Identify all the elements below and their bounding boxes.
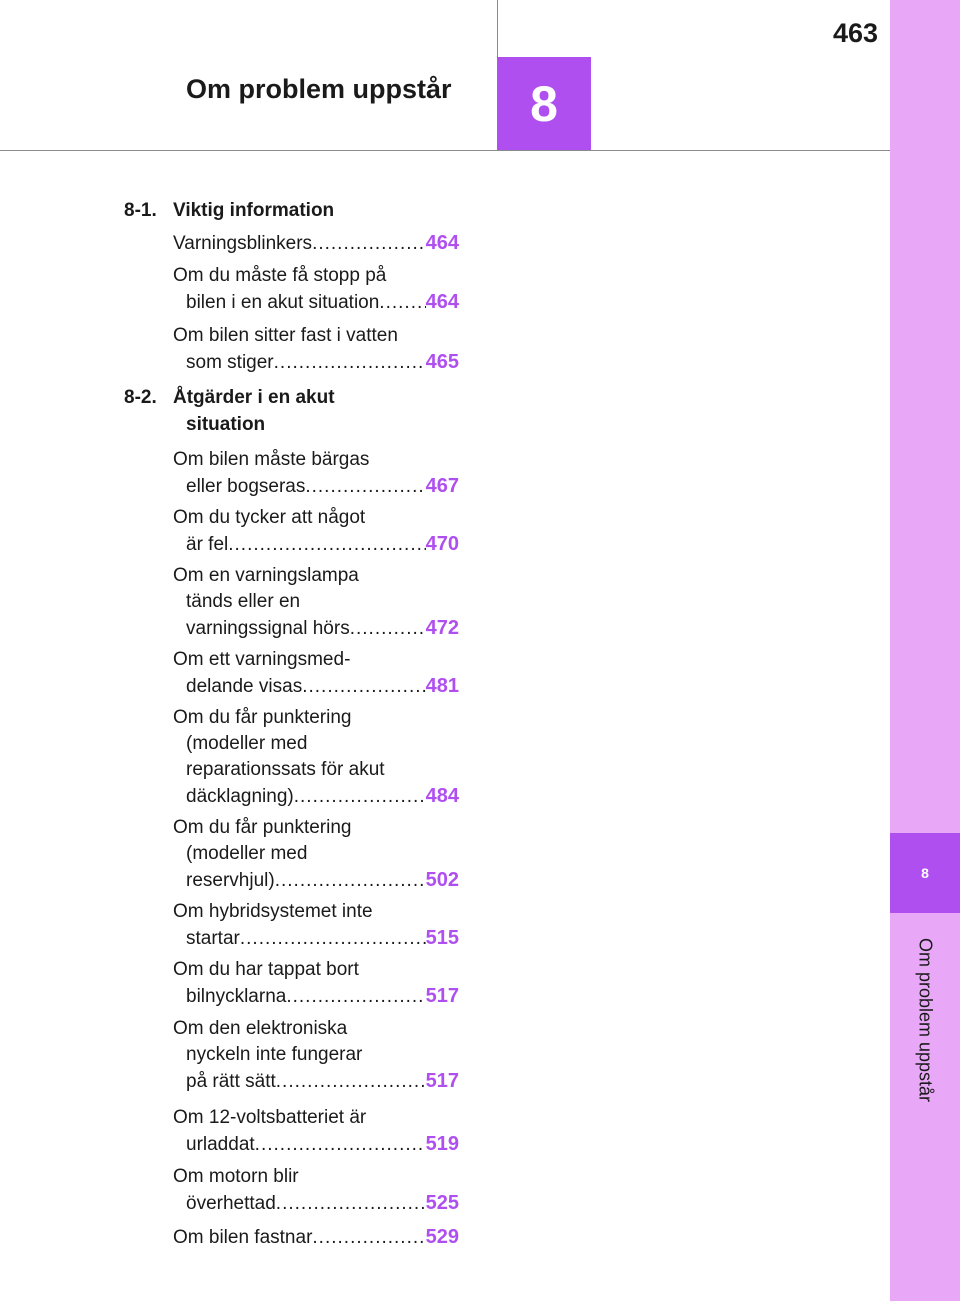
toc-leader-dots xyxy=(275,868,426,893)
toc-entry[interactable] xyxy=(173,263,459,315)
toc-entry-text: som stiger xyxy=(186,352,274,373)
toc-entry[interactable] xyxy=(173,899,459,951)
toc-entry[interactable] xyxy=(173,647,459,699)
toc-leader-dots xyxy=(228,532,425,557)
toc-entry-text: överhettad xyxy=(186,1193,276,1214)
toc-entry-text: Om bilen sitter fast i vatten xyxy=(173,325,398,346)
toc-entry[interactable] xyxy=(173,1105,459,1157)
toc-entry-text: tänds eller en xyxy=(186,591,301,612)
toc-entry[interactable] xyxy=(173,323,459,375)
toc-page-link[interactable]: 517 xyxy=(425,1070,459,1092)
toc-entry-text: nyckeln inte fungerar xyxy=(186,1044,363,1065)
chapter-title: Om problem uppstår xyxy=(186,74,452,104)
toc-leader-dots xyxy=(305,474,425,499)
toc-entry-text: Om du får punktering xyxy=(173,707,352,728)
toc-entry-text: Om bilen måste bärgas xyxy=(173,449,370,470)
side-tab-number-text: 8 xyxy=(921,865,929,881)
toc-leader-dots xyxy=(350,616,426,641)
side-tab xyxy=(890,0,960,1301)
toc-page-link[interactable]: 517 xyxy=(425,985,459,1007)
toc-entry-text: Om 12-voltsbatteriet är xyxy=(173,1107,367,1128)
toc-page-link[interactable]: 472 xyxy=(425,617,459,639)
toc-entry-text: Om motorn blir xyxy=(173,1166,299,1187)
section-title: Viktig information xyxy=(173,200,335,221)
toc-entry[interactable] xyxy=(173,230,459,256)
toc-entry-text: Om du får punktering xyxy=(173,817,352,838)
toc-entry-text: Om den elektroniska xyxy=(173,1018,348,1039)
toc-page-link[interactable]: 525 xyxy=(425,1192,459,1214)
toc-entry[interactable] xyxy=(173,957,459,1009)
toc-page-link[interactable]: 519 xyxy=(425,1133,459,1155)
toc-entry-text: Om ett varningsmed- xyxy=(173,649,351,670)
toc-entry[interactable] xyxy=(173,705,459,809)
chapter-number: 8 xyxy=(530,76,558,132)
toc-entry[interactable] xyxy=(173,505,459,557)
toc-page-link[interactable]: 481 xyxy=(425,675,459,697)
chapter-number-box xyxy=(497,57,591,151)
toc-entry-text: reservhjul) xyxy=(186,870,275,891)
toc-entry-text: bilen i en akut situation xyxy=(186,292,380,313)
toc-entry-text: är fel xyxy=(186,534,229,555)
toc-leader-dots xyxy=(286,984,425,1009)
toc-entry-text: urladdat xyxy=(186,1134,255,1155)
toc-entry-text: Om du måste få stopp på xyxy=(173,265,387,286)
section-title: situation xyxy=(186,414,266,435)
toc-page-link[interactable]: 515 xyxy=(425,927,459,949)
header-rule xyxy=(0,150,890,151)
toc-entry-text: varningssignal hörs xyxy=(186,618,350,639)
toc-entry-text: Om bilen fastnar xyxy=(173,1227,313,1248)
toc-entry-text: bilnycklarna xyxy=(186,986,287,1007)
toc-entry-text: startar xyxy=(186,928,240,949)
toc-entry-text: (modeller med xyxy=(186,733,308,754)
toc-page-link[interactable]: 464 xyxy=(425,291,459,313)
toc-page-link[interactable]: 470 xyxy=(425,533,459,555)
toc-page-link[interactable]: 484 xyxy=(425,785,459,807)
toc-entry-text: Varningsblinkers xyxy=(173,233,313,254)
section-number: 8-1. xyxy=(124,200,157,221)
toc-entry[interactable] xyxy=(173,563,459,641)
toc-page-link[interactable]: 464 xyxy=(425,232,459,254)
toc-entry[interactable] xyxy=(173,447,459,499)
toc-page-link[interactable]: 467 xyxy=(425,475,459,497)
toc-entry-text: eller bogseras xyxy=(186,476,306,497)
toc-entry-text: på rätt sätt xyxy=(186,1071,276,1092)
side-tab-label[interactable]: Om problem uppstår xyxy=(915,937,936,1103)
toc-entry-text: delande visas xyxy=(186,676,303,697)
toc-page-link[interactable]: 502 xyxy=(425,869,459,891)
section-title: Åtgärder i en akut xyxy=(173,387,335,408)
toc-entry-text: däcklagning) xyxy=(186,786,294,807)
toc-entry[interactable] xyxy=(173,1164,459,1216)
toc-entry-text: Om en varningslampa xyxy=(173,565,359,586)
page-number: 463 xyxy=(832,18,878,48)
toc-leader-dots xyxy=(276,1069,426,1094)
toc-leader-dots xyxy=(302,674,425,699)
toc-entry[interactable] xyxy=(173,1016,459,1094)
toc-leader-dots xyxy=(255,1132,426,1157)
toc-leader-dots xyxy=(276,1191,426,1216)
toc-leader-dots xyxy=(312,1225,425,1250)
toc-entry[interactable] xyxy=(173,1224,459,1250)
toc-leader-dots xyxy=(294,784,426,809)
toc-entry-text: Om hybridsystemet inte xyxy=(173,901,373,922)
toc-leader-dots xyxy=(240,926,426,951)
section-number: 8-2. xyxy=(124,387,157,408)
toc-leader-dots xyxy=(379,290,425,315)
toc-entry-text: Om du har tappat bort xyxy=(173,959,359,980)
toc-entry-text: reparationssats för akut xyxy=(186,759,385,780)
side-tab-number[interactable] xyxy=(890,833,960,913)
toc-entry-text: (modeller med xyxy=(186,843,308,864)
toc-entry-text: Om du tycker att något xyxy=(173,507,366,528)
header-vertical-rule xyxy=(497,0,498,58)
toc-entry[interactable] xyxy=(173,815,459,893)
toc-page-link[interactable]: 529 xyxy=(425,1226,459,1248)
toc-leader-dots xyxy=(274,350,426,375)
toc-leader-dots xyxy=(312,231,426,256)
toc-page-link[interactable]: 465 xyxy=(425,351,459,373)
